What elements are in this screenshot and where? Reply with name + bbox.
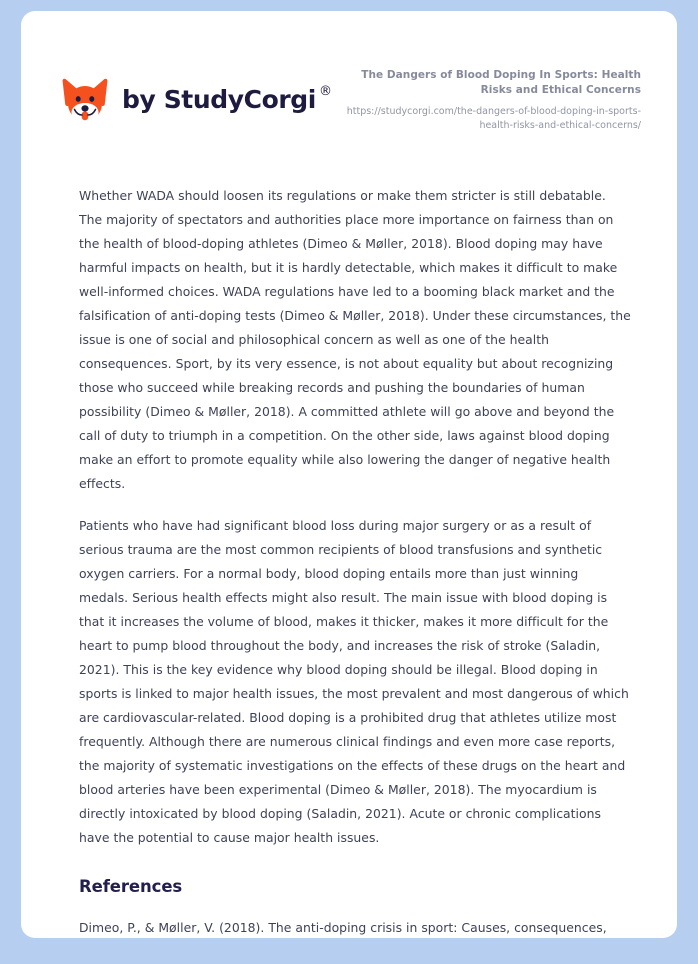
brand-name-text: by StudyCorgi xyxy=(122,84,316,114)
corgi-face-icon xyxy=(59,73,111,125)
document-page-card xyxy=(21,11,677,938)
body-paragraph: Whether WADA should loosen its regulations or make them stricter is still debatable. The majority of spectators and authorities place more importance on fairness than on the health of blood-doping athletes (Dimeo & Møller, 2018). Blood doping may have harmful impacts on health, but it is hardly detectable, which makes it difficult to make well-informed choices. WADA regulations have led to a booming black market and the falsification of anti-doping tests (Dimeo & Møller, 2018). Under these circumstances, the issue is one of social and philosophical concern as well as one of the health consequences. Sport, by its very essence, is not about equality but about recognizing those who succeed while breaking records and pushing the boundaries of human possibility (Dimeo & Møller, 2018). A committed athlete will go above and beyond the call of duty to triumph in a competition. On the other side, laws against blood doping make an effort to promote equality while also lowering the danger of negative health effects. xyxy=(79,188,631,492)
registered-trademark-icon: ® xyxy=(318,83,332,99)
references-heading: References xyxy=(79,877,183,897)
header-article-meta xyxy=(332,65,641,132)
studycorgi-brand[interactable] xyxy=(59,65,332,125)
reference-entry: Dimeo, P., & Møller, V. (2018). The anti-doping crisis in sport: Causes, consequences, xyxy=(79,919,607,935)
article-url[interactable]: https://studycorgi.com/the-dangers-of-blood-doping-in-sports-health-risks-and-ethical-concerns/ xyxy=(346,105,641,131)
document-body xyxy=(21,184,677,938)
article-title: The Dangers of Blood Doping In Sports: Health Risks and Ethical Concerns xyxy=(361,69,641,96)
brand-wordmark xyxy=(122,83,332,114)
body-paragraph: Patients who have had significant blood loss during major surgery or as a result of serious trauma are the most common recipients of blood transfusions and synthetic oxygen carriers. For a normal body, blood doping entails more than just winning medals. Serious health effects might also result. The main issue with blood doping is that it increases the volume of blood, makes it thicker, makes it more difficult for the heart to pump blood throughout the body, and increases the risk of stroke (Saladin, 2021). This is the key evidence why blood doping should be illegal. Blood doping in sports is linked to major health issues, the most prevalent and most dangerous of which are cardiovascular-related. Blood doping is a prohibited drug that athletes utilize most frequently. Although there are numerous clinical findings and even more case reports, the majority of systematic investigations on the effects of these drugs on the heart and blood arteries have been experimental (Dimeo & Møller, 2018). The myocardium is directly intoxicated by blood doping (Saladin, 2021). Acute or chronic complications have the potential to cause major health issues. xyxy=(79,518,629,846)
document-header xyxy=(21,11,677,132)
